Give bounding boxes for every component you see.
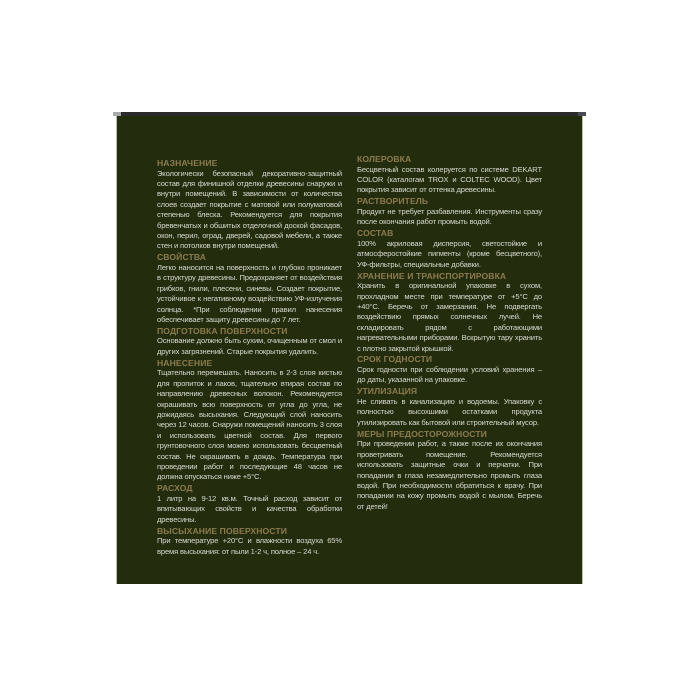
section-application	[157, 358, 342, 483]
section-heading: ХРАНЕНИЕ И ТРАНСПОРТИРОВКА	[357, 270, 507, 281]
section-text: Хранить в оригинальной упаковке в сухом, прохладном месте при температуре от +5°С до +40°С. Беречь от замерзания. Не подвергать воздействию прямых солнечных лучей. Не складировать рядом с работающими нагревательными приборами. Вскрытую тару хранить с плотно закрытой крышкой.	[357, 281, 542, 353]
section-heading: СРОК ГОДНОСТИ	[357, 354, 433, 365]
section-disposal	[357, 386, 542, 428]
section-text: При проведении работ, а также после их окончания проветривать помещение. Рекомендуется использовать защитные очки и перчатки. При попадании в глаза незамедлительно промыть глаза водой. При необходимости обратиться к врачу. При попадании на кожу промыть водой с мылом. Беречь от детей!	[357, 439, 542, 511]
section-heading: МЕРЫ ПРЕДОСТОРОЖНОСТИ	[357, 428, 487, 439]
section-text: 1 литр на 9-12 кв.м. Точный расход зависит от впитывающих свойств и качества обработки древесины.	[157, 493, 342, 524]
top-border-strip	[113, 112, 586, 116]
section-composition	[357, 228, 542, 270]
section-heading: ВЫСЫХАНИЕ ПОВЕРХНОСТИ	[157, 525, 288, 536]
product-info-panel	[116, 112, 583, 584]
section-drying	[157, 526, 342, 557]
section-text: Продукт не требует разбавления. Инструменты сразу после окончания работ промыть водой.	[357, 206, 542, 227]
section-solvent	[357, 196, 542, 227]
section-text: Бесцветный состав колеруется по системе DEKART COLOR (каталогам TROX и COLTEC WOOD). Цвет покрытия зависит от оттенка древесины.	[357, 164, 542, 195]
section-heading: РАСХОД	[157, 483, 193, 494]
corner-mark-right	[578, 112, 586, 116]
left-column	[157, 158, 342, 558]
section-heading: СОСТАВ	[357, 228, 394, 239]
section-text: Легко наносится на поверхность и глубоко проникает в структуру древесины. Предохраняет от воздействия грибков, гнили, плесени, синевы. Создает покрытие, устойчивое к негативному воздействию УФ-излучения солнца. *При соблюдении правил нанесения обеспечивает защиту древесины до 7 лет.	[157, 262, 342, 324]
section-text: Тщательно перемешать. Наносить в 2-3 слоя кистью для пропиток и лаков, тщательно втирая состав по направлению древесных волокон. Рекомендуется окрашивать всю поверхность от угла до угла, не дожидаясь высыхания. Следующий слой наносить через 12 часов. Снаружи помещений наносить 3 слоя и использовать цветной состав. Для первого грунтовочного слоя можно использовать бесцветный состав. Не окрашивать в дождь. Температура при проведении работ и последующие 48 часов не должна опускаться ниже +5°С.	[157, 368, 342, 482]
section-precautions	[357, 429, 542, 512]
section-text: Не сливать в канализацию и водоемы. Упаковку с полностью высохшими остатками продукта утилизировать как бытовой или строительный мусор.	[357, 396, 542, 427]
section-text: Экологически безопасный декоративно-защитный состав для финишной отделки древесины снаружи и внутри помещений. В зависимости от количества слоев создает покрытие с матовой или полуматовой степенью блеска. Рекомендуется для покрытия бревенчатых и обшитых отделочной доской фасадов, окон, перил, оград, дверей, садовой мебели, а также стен и потолков внутри помещений.	[157, 168, 342, 251]
corner-mark-left	[113, 112, 121, 116]
section-heading: РАСТВОРИТЕЛЬ	[357, 196, 429, 207]
section-heading: НАНЕСЕНИЕ	[157, 357, 213, 368]
section-surface-prep	[157, 326, 342, 357]
right-column	[357, 154, 542, 513]
section-shelf-life	[357, 354, 542, 385]
section-heading: ПОДГОТОВКА ПОВЕРХНОСТИ	[157, 325, 288, 336]
section-storage	[357, 271, 542, 354]
section-heading: СВОЙСТВА	[157, 252, 207, 263]
section-text: 100% акриловая дисперсия, светостойкие и атмосферостойкие пигменты (кроме бесцветного), УФ-фильтры, специальные добавки.	[357, 238, 542, 269]
section-consumption	[157, 483, 342, 525]
section-text: При температуре +20°С и влажности воздуха 65% время высыхания: от пыли 1-2 ч, полное – 24 ч.	[157, 536, 342, 556]
section-heading: УТИЛИЗАЦИЯ	[357, 386, 418, 397]
section-text: Основание должно быть сухим, очищенным от смол и других загрязнений. Старые покрытия удалить.	[157, 336, 342, 356]
section-heading: НАЗНАЧЕНИЕ	[157, 158, 218, 168]
section-purpose	[157, 158, 342, 252]
section-properties	[157, 252, 342, 325]
section-text: Срок годности при соблюдении условий хранения – до даты, указанной на упаковке.	[357, 365, 542, 385]
section-tinting	[357, 154, 542, 196]
section-heading: КОЛЕРОВКА	[357, 154, 412, 164]
